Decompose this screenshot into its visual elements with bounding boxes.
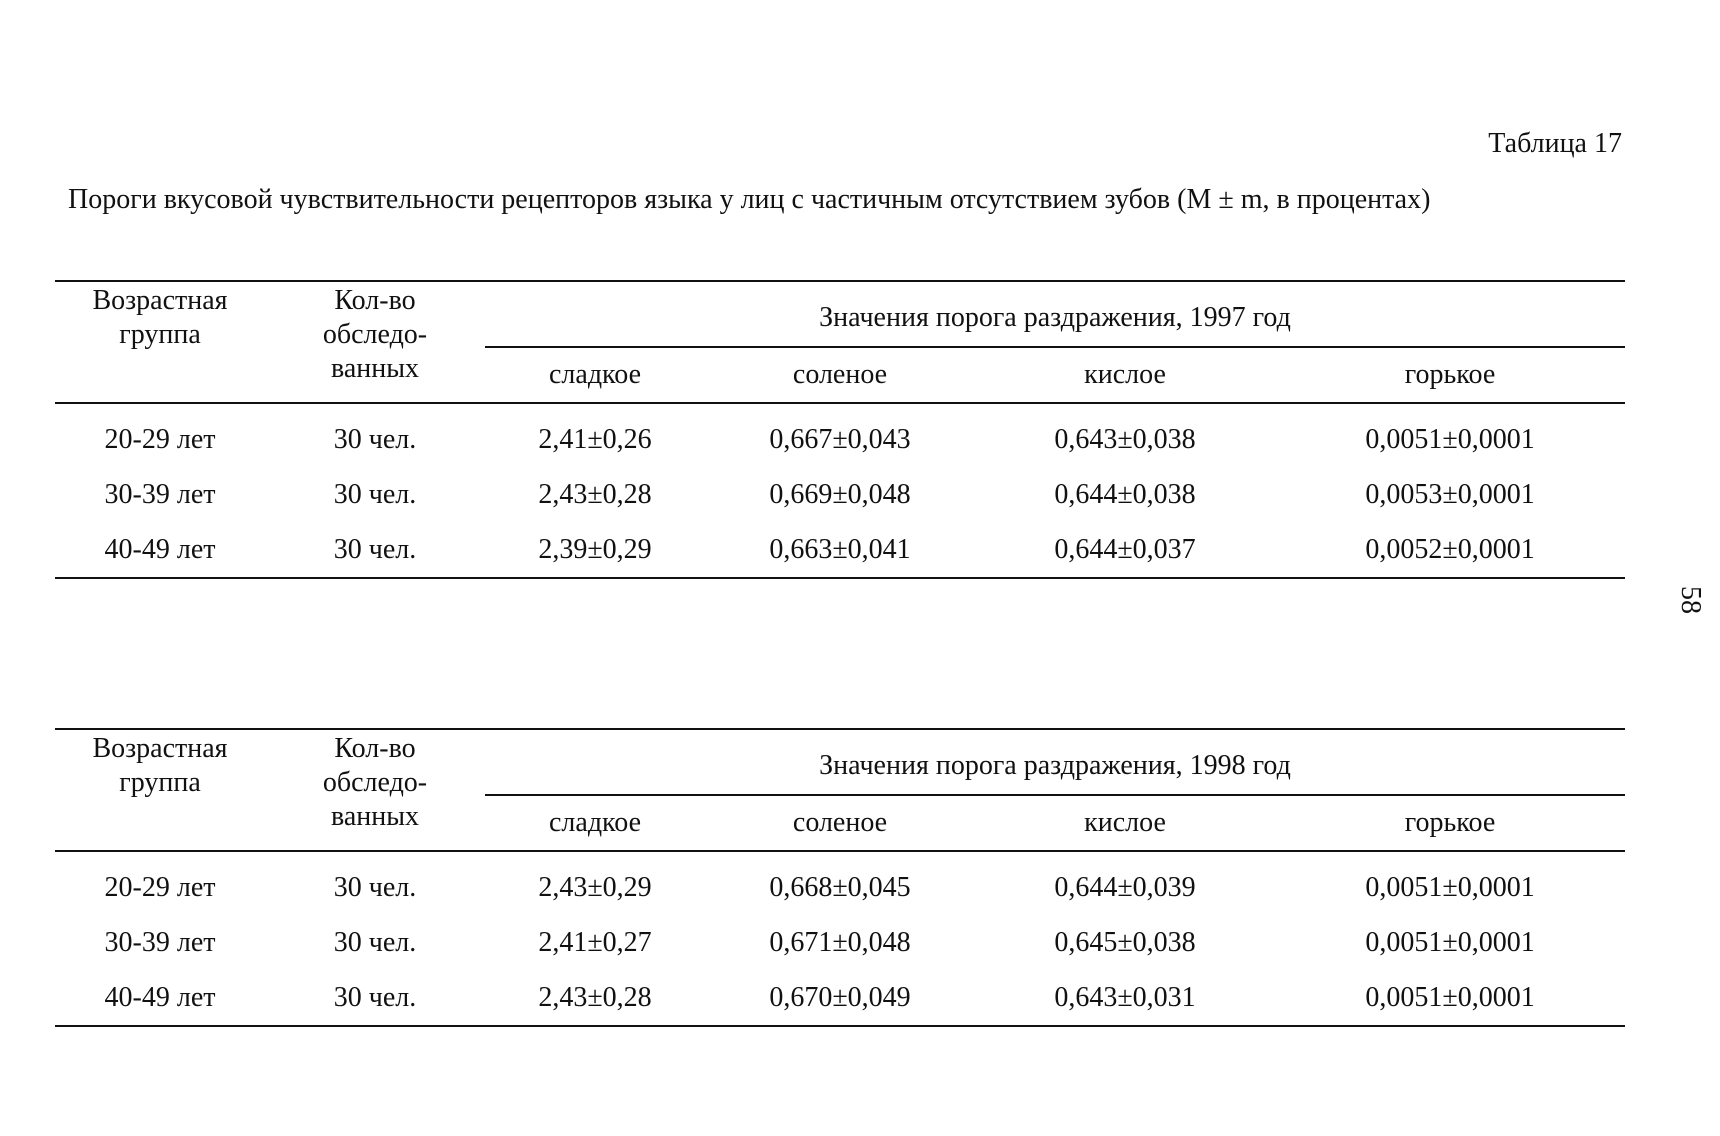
cell-sweet: 2,39±0,29 bbox=[485, 522, 705, 578]
table-row bbox=[55, 915, 1625, 970]
cell-sweet: 2,43±0,28 bbox=[485, 970, 705, 1026]
threshold-table-1997 bbox=[55, 280, 1625, 579]
threshold-table-1998 bbox=[55, 728, 1625, 1027]
cell-bitter: 0,0053±0,0001 bbox=[1365, 478, 1535, 510]
table-row bbox=[55, 851, 1625, 915]
table-row bbox=[55, 522, 1625, 578]
cell-age: 30-39 лет bbox=[104, 926, 216, 958]
cell-sweet: 2,43±0,29 bbox=[538, 871, 652, 903]
header-group-title: Значения порога раздражения, 1997 год bbox=[485, 281, 1625, 347]
header-sour: кислое bbox=[975, 347, 1275, 403]
header-count-line1: Кол-во bbox=[334, 285, 416, 316]
cell-count: 30 чел. bbox=[333, 926, 417, 958]
header-age-line2: группа bbox=[119, 319, 201, 350]
cell-salty: 0,671±0,048 bbox=[769, 926, 911, 958]
table-row bbox=[55, 467, 1625, 522]
cell-salty: 0,667±0,043 bbox=[769, 423, 911, 455]
table-number-label: Таблица 17 bbox=[1488, 128, 1622, 159]
cell-age: 30-39 лет bbox=[104, 478, 216, 510]
header-age-group bbox=[55, 729, 265, 851]
cell-bitter: 0,0051±0,0001 bbox=[1275, 970, 1625, 1026]
header-sweet: сладкое bbox=[485, 795, 705, 851]
cell-sweet: 2,43±0,28 bbox=[538, 478, 652, 510]
cell-sweet: 2,41±0,26 bbox=[538, 423, 652, 455]
header-age-line1: Возрастная bbox=[92, 733, 228, 764]
table-row bbox=[55, 970, 1625, 1026]
cell-bitter: 0,0051±0,0001 bbox=[1365, 871, 1535, 903]
header-bitter: горькое bbox=[1275, 795, 1625, 851]
cell-sour: 0,644±0,037 bbox=[975, 522, 1275, 578]
header-salty: соленое bbox=[705, 795, 975, 851]
header-age-line2: группа bbox=[119, 767, 201, 798]
cell-count: 30 чел. bbox=[265, 970, 485, 1026]
header-group-title: Значения порога раздражения, 1998 год bbox=[485, 729, 1625, 795]
header-age-line1: Возрастная bbox=[92, 285, 228, 316]
cell-salty: 0,670±0,049 bbox=[705, 970, 975, 1026]
cell-count: 30 чел. bbox=[333, 871, 417, 903]
cell-salty: 0,668±0,045 bbox=[769, 871, 911, 903]
cell-sour: 0,644±0,039 bbox=[1054, 871, 1196, 903]
cell-sweet: 2,41±0,27 bbox=[538, 926, 652, 958]
header-count bbox=[265, 729, 485, 851]
header-count-line1: Кол-во bbox=[334, 733, 416, 764]
header-bitter: горькое bbox=[1275, 347, 1625, 403]
cell-bitter: 0,0051±0,0001 bbox=[1365, 926, 1535, 958]
table-row bbox=[55, 403, 1625, 467]
table-caption: Пороги вкусовой чувствительности рецепторов языка у лиц с частичным отсутствием зубов (M ± m, в процентах) bbox=[68, 184, 1431, 215]
header-count-line3: ванных bbox=[330, 801, 420, 832]
cell-sour: 0,643±0,038 bbox=[1054, 423, 1196, 455]
cell-sour: 0,643±0,031 bbox=[975, 970, 1275, 1026]
header-age-group bbox=[55, 281, 265, 403]
cell-sour: 0,644±0,038 bbox=[1054, 478, 1196, 510]
header-count bbox=[265, 281, 485, 403]
cell-age: 20-29 лет bbox=[104, 423, 216, 455]
header-count-line2: обследо- bbox=[322, 319, 428, 350]
header-count-line2: обследо- bbox=[322, 767, 428, 798]
page-number: 58 bbox=[1675, 586, 1706, 614]
cell-bitter: 0,0051±0,0001 bbox=[1365, 423, 1535, 455]
cell-bitter: 0,0052±0,0001 bbox=[1275, 522, 1625, 578]
header-sour: кислое bbox=[975, 795, 1275, 851]
cell-salty: 0,669±0,048 bbox=[769, 478, 911, 510]
cell-count: 30 чел. bbox=[333, 423, 417, 455]
header-sweet: сладкое bbox=[485, 347, 705, 403]
cell-count: 30 чел. bbox=[265, 522, 485, 578]
cell-sour: 0,645±0,038 bbox=[1054, 926, 1196, 958]
header-salty: соленое bbox=[705, 347, 975, 403]
header-count-line3: ванных bbox=[330, 353, 420, 384]
cell-count: 30 чел. bbox=[333, 478, 417, 510]
cell-age: 40-49 лет bbox=[55, 522, 265, 578]
cell-age: 40-49 лет bbox=[55, 970, 265, 1026]
cell-salty: 0,663±0,041 bbox=[705, 522, 975, 578]
cell-age: 20-29 лет bbox=[104, 871, 216, 903]
